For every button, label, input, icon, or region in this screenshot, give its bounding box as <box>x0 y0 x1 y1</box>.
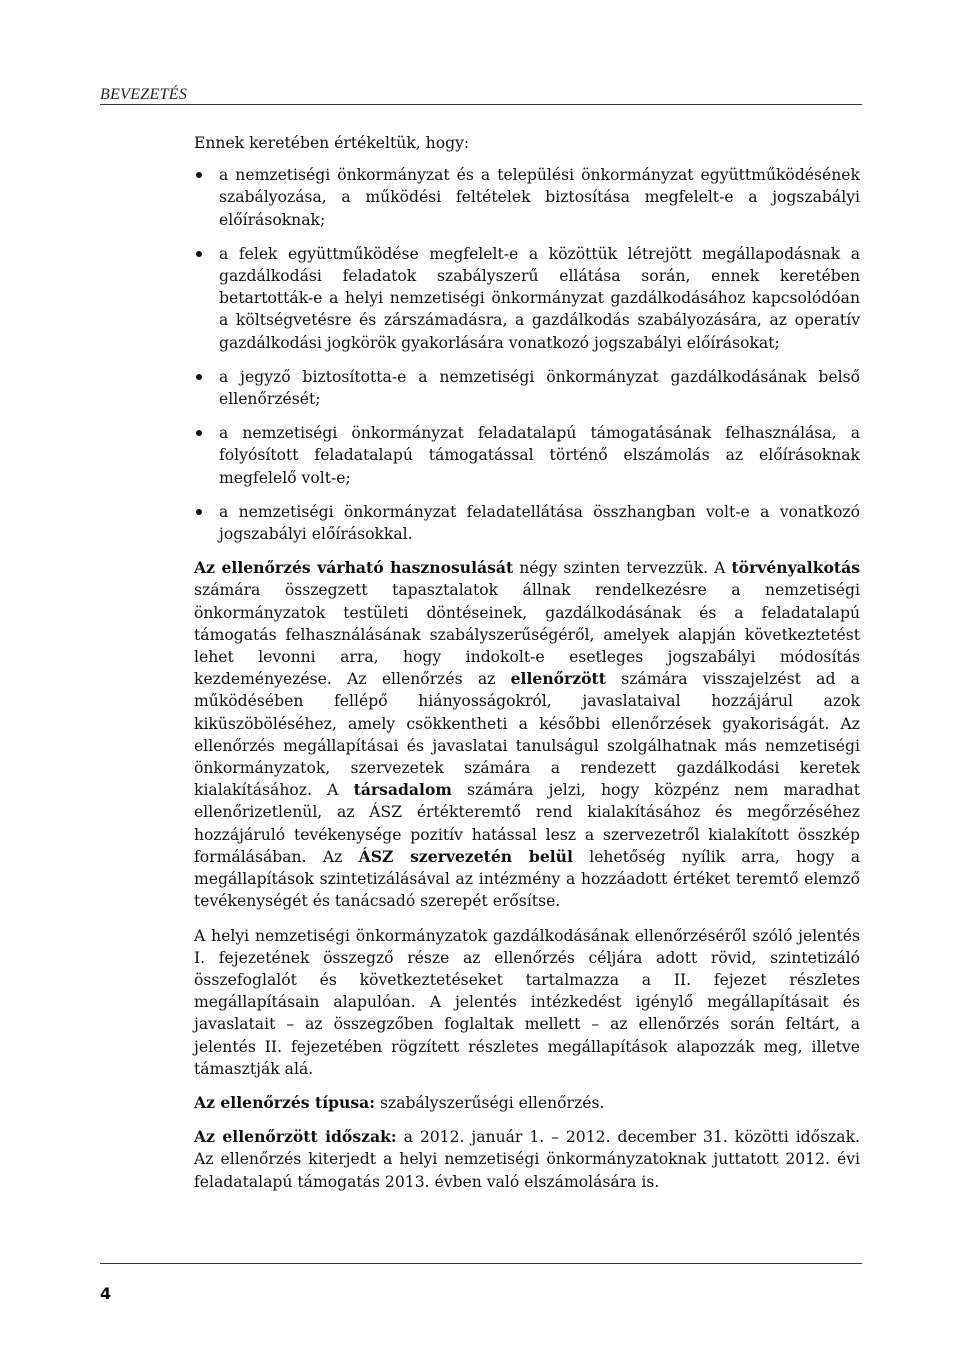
header-divider <box>100 104 862 105</box>
text-run: számára összegzett tapasztalatok állnak rendelkezésre a nemzetiségi önkormányzatok testületi döntéseinek, gazdálkodásának és a feladatalapú támogatás felhasználásának szabályszerűségéről, amelyek alapján következtetést lehet levonni arra, hogy indokolt-e esetleges jogszabályi módosítás kezdeményezése. Az ellenőrzés az <box>194 581 860 689</box>
audit-type-paragraph <box>194 1092 860 1114</box>
list-item: a jegyző biztosította-e a nemzetiségi önkormányzat gazdálkodásának belső ellenőrzését; <box>194 366 860 410</box>
list-item: a felek együttműködése megfelelt-e a közöttük létrejött megállapodásnak a gazdálkodási feladatok szabályszerű ellátása során, ennek keretében betartották-e a helyi nemzetiségi önkormányzat gazdálkodásához kapcsolódóan a költségvetésre és zárszámadásra, a gazdálkodás szabályozására, az operatív gazdálkodási jogkörök gyakorlására vonatkozó jogszabályi előírásokat; <box>194 243 860 354</box>
list-item: a nemzetiségi önkormányzat és a települési önkormányzat együttműködésének szabályozása, a működési feltételek biztosítása megfelelt-e a jogszabályi előírásoknak; <box>194 164 860 231</box>
page-number: 4 <box>100 1284 112 1303</box>
audit-type-value: szabályszerűségi ellenőrzés. <box>375 1093 605 1112</box>
text-run: lehetőség nyílik arra, hogy a megállapítások szintetizálásával az intézmény a hozzáadott értéket teremtő elemző tevékenységét és tanácsadó szerepét erősítse. <box>194 847 860 911</box>
audit-type-label: Az ellenőrzés típusa: <box>194 1092 376 1112</box>
emphasis-audited: ellenőrzött <box>510 669 606 689</box>
audit-period-paragraph <box>194 1126 860 1193</box>
emphasis-legislation: törvényalkotás <box>731 558 861 578</box>
section-header: BEVEZETÉS <box>100 86 188 103</box>
emphasis-society: társadalom <box>353 780 452 800</box>
utilization-lead: Az ellenőrzés várható hasznosulását <box>194 558 514 578</box>
text-run: számára jelzi, hogy közpénz nem maradhat ellenőrizetlenül, az ÁSZ értékteremtő rend kialakításához és megőrzéséhez hozzájáruló tevékenysége pozitív hatással lesz a szervezetről kialakított összkép formálásában. Az <box>194 781 860 866</box>
audit-period-label: Az ellenőrzött időszak: <box>194 1127 397 1147</box>
intro-paragraph: Ennek keretében értékeltük, hogy: <box>194 134 470 152</box>
list-item: a nemzetiségi önkormányzat feladatellátása összhangban volt-e a vonatkozó jogszabályi előírásokkal. <box>194 501 860 545</box>
report-structure-paragraph: A helyi nemzetiségi önkormányzatok gazdálkodásának ellenőrzéséről szóló jelentés I. fejezetének összegző része az ellenőrzés céljára adott rövid, szintetizáló összefoglalót és következtetéseket tartalmazza a II. fejezet részletes megállapításain alapulóan. A jelentés intézkedést igénylő megállapításait és javaslatait – az összegzőben foglaltak mellett – az ellenőrzés során feltárt, a jelentés II. fejezetében rögzített részletes megállapítások alapozzák meg, illetve támasztják alá. <box>194 926 860 1078</box>
page-body <box>194 132 860 1205</box>
audit-period-value: a 2012. január 1. – 2012. december 31. közötti időszak. Az ellenőrzés kiterjedt a helyi nemzetiségi önkormányzatoknak juttatott 2012. évi feladatalapú támogatás 2013. évben való elszámolására is. <box>194 1128 860 1191</box>
text-run: négy szinten tervezzük. A <box>513 559 732 578</box>
text-run: számára visszajelzést ad a működésében fellépő hiányosságokról, javaslataival hozzájárul azok kiküszöböléséhez, amely csökkentheti a későbbi ellenőrzések gyakoriságát. Az ellenőrzés megállapításai és javaslatai tanulságul szolgálhatnak más nemzetiségi önkormányzatok, szervezetek számára a rendezett gazdálkodási keretek kialakításához. A <box>194 670 860 800</box>
utilization-paragraph <box>194 557 860 912</box>
list-item: a nemzetiségi önkormányzat feladatalapú támogatásának felhasználása, a folyósított feladatalapú támogatással történő elszámolás az előírásoknak megfelelő volt-e; <box>194 422 860 489</box>
evaluation-criteria-list <box>194 164 860 545</box>
footer-divider <box>100 1263 862 1264</box>
emphasis-asz-internal: ÁSZ szervezetén belül <box>358 846 573 866</box>
